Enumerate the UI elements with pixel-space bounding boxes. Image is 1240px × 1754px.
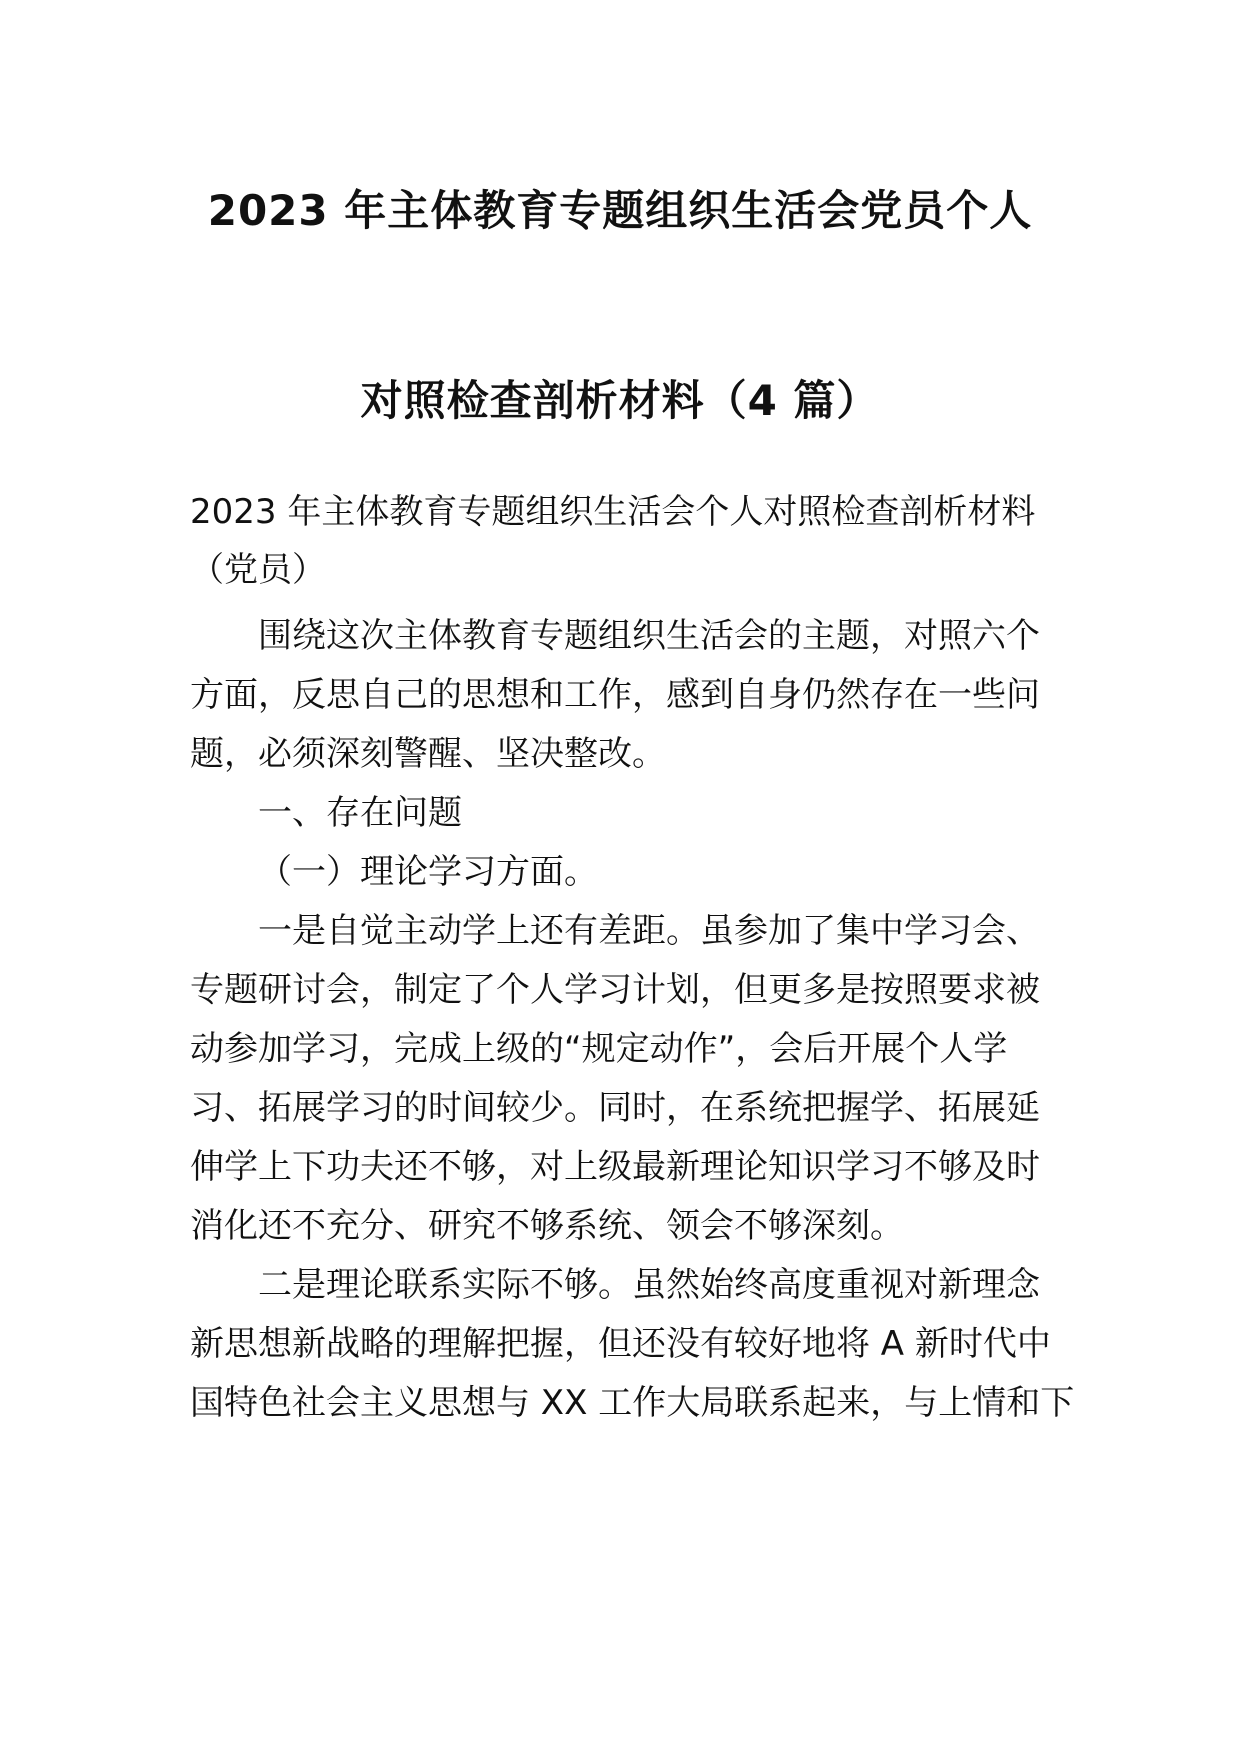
paragraph-line: 习、拓展学习的时间较少。同时，在系统把握学、拓展延	[190, 1088, 1040, 1128]
subtitle-line: 2023 年主体教育专题组织生活会个人对照检查剖析材料	[190, 492, 1036, 532]
paragraph-line: 题，必须深刻警醒、坚决整改。	[190, 734, 666, 774]
paragraph-line: 方面，反思自己的思想和工作，感到自身仍然存在一些问	[190, 675, 1040, 715]
paragraph-line: 伸学上下功夫还不够，对上级最新理论知识学习不够及时	[190, 1147, 1040, 1187]
paragraph-line: 专题研讨会，制定了个人学习计划，但更多是按照要求被	[190, 970, 1040, 1010]
paragraph-line: 国特色社会主义思想与 XX 工作大局联系起来，与上情和下	[190, 1383, 1075, 1423]
paragraph-line: 围绕这次主体教育专题组织生活会的主题，对照六个	[258, 616, 1040, 656]
paragraph-line: 动参加学习，完成上级的“规定动作”，会后开展个人学	[190, 1029, 1008, 1069]
subtitle-line: （党员）	[190, 550, 326, 590]
subsection-heading: （一）理论学习方面。	[258, 852, 598, 892]
paragraph-line: 消化还不充分、研究不够系统、领会不够深刻。	[190, 1206, 904, 1246]
section-heading: 一、存在问题	[258, 793, 462, 833]
paragraph-line: 一是自觉主动学上还有差距。虽参加了集中学习会、	[258, 911, 1040, 951]
document-title-line-1: 2023 年主体教育专题组织生活会党员个人	[207, 186, 1033, 235]
paragraph-line: 二是理论联系实际不够。虽然始终高度重视对新理念	[258, 1265, 1040, 1305]
document-title-line-2: 对照检查剖析材料（4 篇）	[360, 376, 880, 425]
paragraph-line: 新思想新战略的理解把握，但还没有较好地将 A 新时代中	[190, 1324, 1051, 1364]
